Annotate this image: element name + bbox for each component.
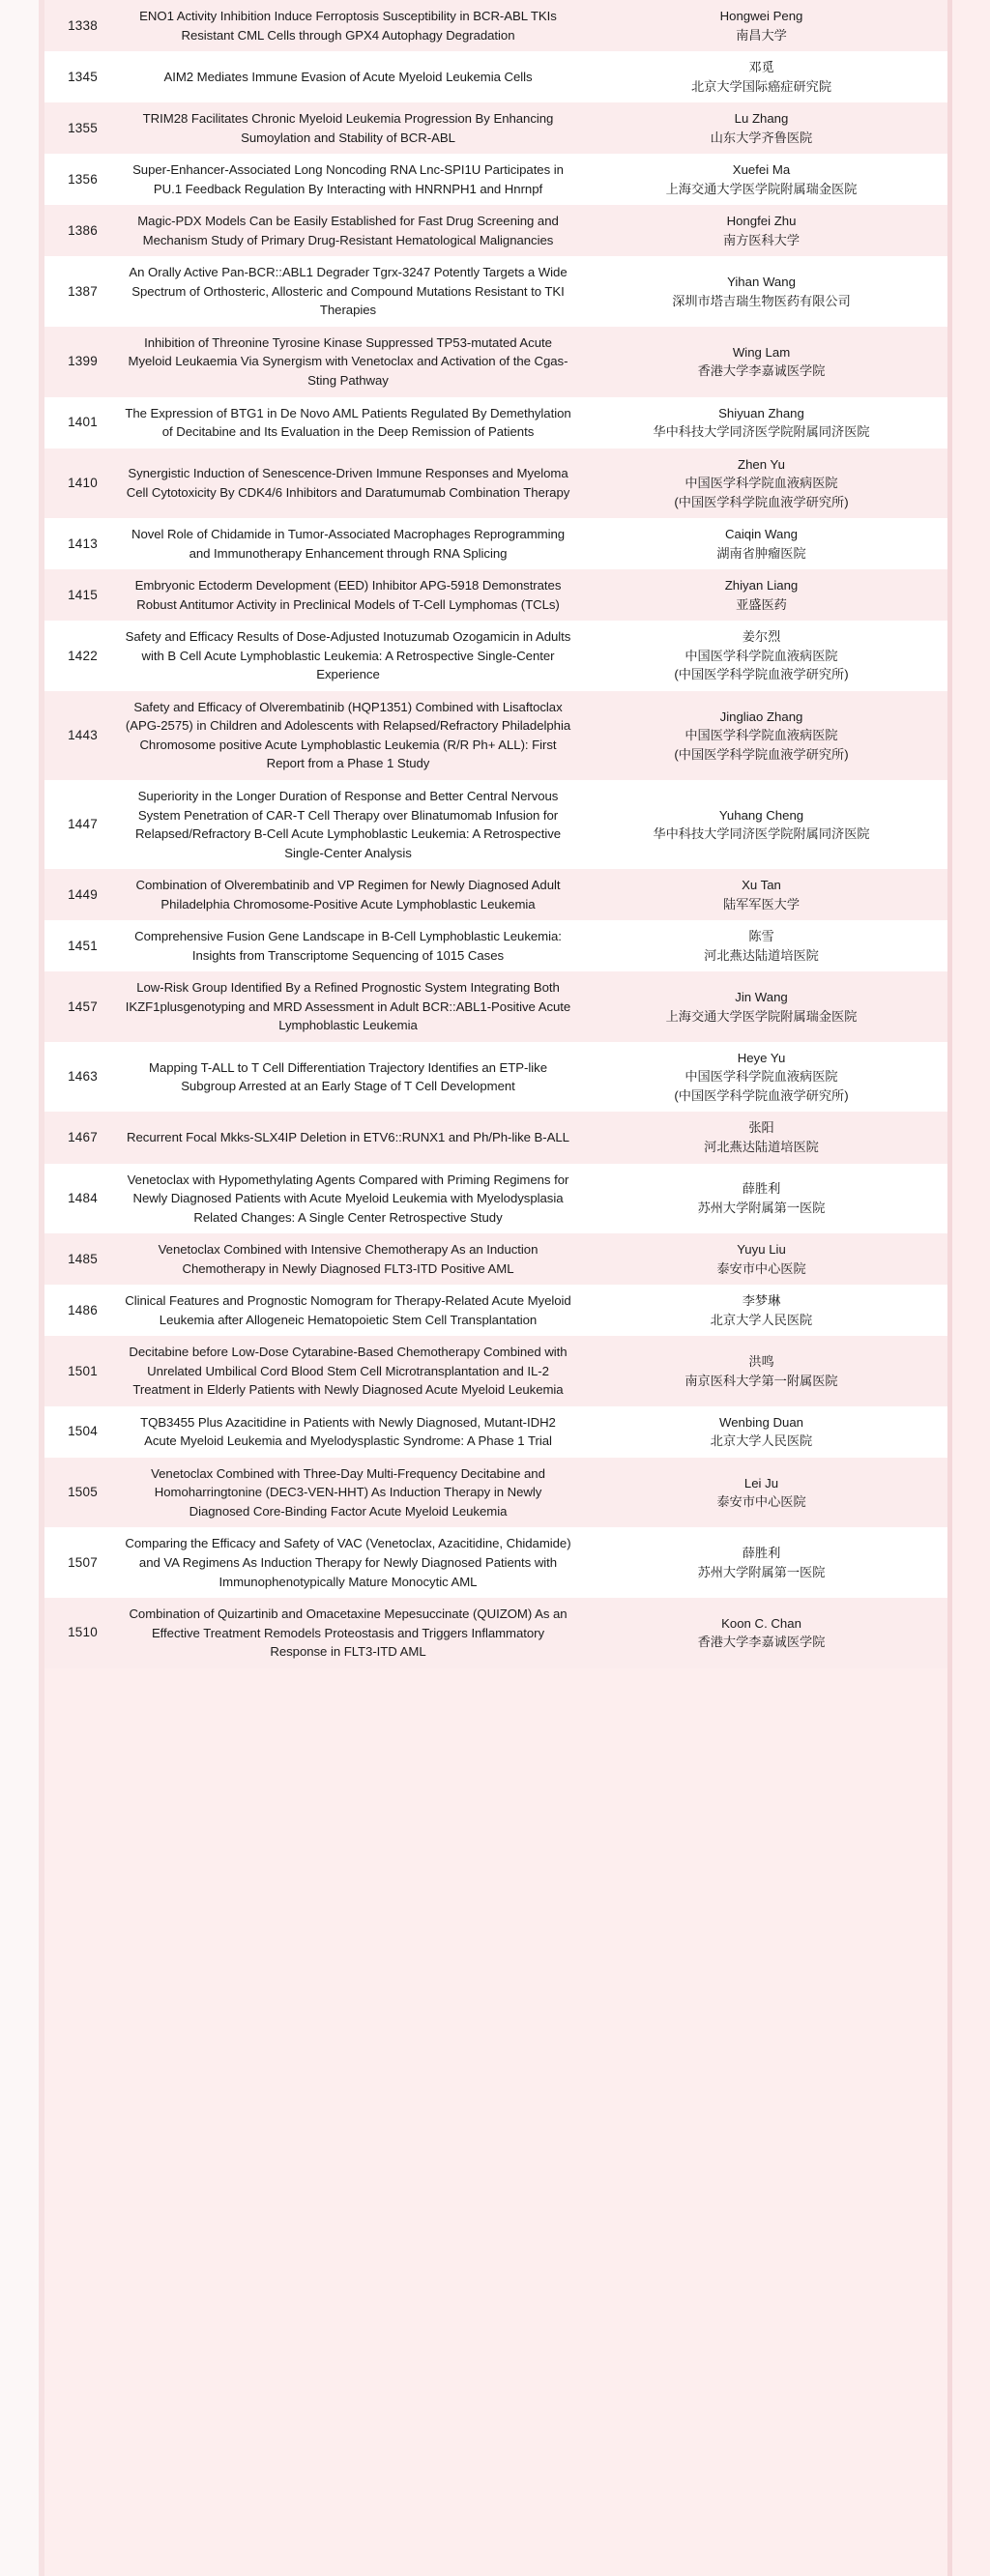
table-row bbox=[44, 920, 947, 971]
author-institution: 中国医学科学院血液病医院 bbox=[684, 648, 838, 663]
abstract-title: Superiority in the Longer Duration of Response and Better Central Nervous System Penetration of CAR-T Cell Therapy over Blinatumomab Infusion for Relapsed/Refractory B-Cell Acute Lymphoblastic Leukemia: A Retrospective Single-Center Analysis bbox=[121, 780, 575, 869]
abstract-id: 1504 bbox=[44, 1406, 121, 1458]
abstract-title: Clinical Features and Prognostic Nomogram for Therapy-Related Acute Myeloid Leukemia after Allogeneic Hematopoietic Stem Cell Transplantation bbox=[121, 1285, 575, 1336]
author-institution: 北京大学国际癌症研究院 bbox=[690, 78, 832, 94]
abstract-author-cell bbox=[575, 1285, 947, 1336]
abstract-id: 1422 bbox=[44, 621, 121, 691]
abstract-author-cell bbox=[575, 869, 947, 920]
abstract-id: 1410 bbox=[44, 449, 121, 519]
table-row bbox=[44, 102, 947, 154]
abstract-author-cell bbox=[575, 51, 947, 102]
author-name: Koon C. Chan bbox=[721, 1615, 801, 1631]
table-row bbox=[44, 1233, 947, 1285]
abstract-title: Venetoclax with Hypomethylating Agents Compared with Priming Regimens for Newly Diagnosed Patients with Acute Myeloid Leukemia with Myelodysplasia Related Changes: A Single Center Retrospective Study bbox=[121, 1164, 575, 1234]
table-row bbox=[44, 1112, 947, 1163]
table-row bbox=[44, 256, 947, 327]
table-row bbox=[44, 1406, 947, 1458]
table-row bbox=[44, 1458, 947, 1528]
abstract-title: Inhibition of Threonine Tyrosine Kinase Suppressed TP53-mutated Acute Myeloid Leukaemia Via Synergism with Venetoclax and Activation of the Cgas-Sting Pathway bbox=[121, 327, 575, 397]
abstract-title: Safety and Efficacy of Olverembatinib (HQP1351) Combined with Lisaftoclax (APG-2575) in Children and Adolescents with Relapsed/Refractory Philadelphia Chromosome positive Acute Lymphoblastic Leukemia (R/R Ph+ ALL): First Report from a Phase 1 Study bbox=[121, 691, 575, 780]
table-row bbox=[44, 1527, 947, 1598]
author-name: Yuhang Cheng bbox=[718, 807, 804, 823]
abstract-author-cell bbox=[575, 205, 947, 256]
abstract-title: Super-Enhancer-Associated Long Noncoding RNA Lnc-SPI1U Participates in PU.1 Feedback Regulation By Interacting with HNRNPH1 and Hnrnpf bbox=[121, 154, 575, 205]
author-name: 张阳 bbox=[748, 1120, 774, 1136]
abstract-title: TRIM28 Facilitates Chronic Myeloid Leukemia Progression By Enhancing Sumoylation and Stability of BCR-ABL bbox=[121, 102, 575, 154]
author-name: Wing Lam bbox=[732, 344, 791, 360]
abstract-id: 1457 bbox=[44, 971, 121, 1042]
table-row bbox=[44, 621, 947, 691]
abstract-author-cell bbox=[575, 621, 947, 691]
abstract-author-cell bbox=[575, 1527, 947, 1598]
abstract-title: The Expression of BTG1 in De Novo AML Patients Regulated By Demethylation of Decitabine and Its Evaluation in the Deep Remission of Patients bbox=[121, 397, 575, 449]
author-institution: 河北燕达陆道培医院 bbox=[704, 947, 819, 963]
abstract-author-cell bbox=[575, 1042, 947, 1113]
abstract-id: 1467 bbox=[44, 1112, 121, 1163]
abstract-id: 1413 bbox=[44, 518, 121, 569]
abstract-title: Mapping T-ALL to T Cell Differentiation Trajectory Identifies an ETP-like Subgroup Arrested at an Early Stage of T Cell Development bbox=[121, 1042, 575, 1113]
table-row bbox=[44, 205, 947, 256]
abstract-title: Low-Risk Group Identified By a Refined Prognostic System Integrating Both IKZF1plusgenotyping and MRD Assessment in Adult BCR::ABL1-Positive Acute Lymphoblastic Leukemia bbox=[121, 971, 575, 1042]
abstract-title: Venetoclax Combined with Intensive Chemotherapy As an Induction Chemotherapy in Newly Diagnosed FLT3-ITD Positive AML bbox=[121, 1233, 575, 1285]
table-row bbox=[44, 1042, 947, 1113]
abstract-title: Combination of Quizartinib and Omacetaxine Mepesuccinate (QUIZOM) As an Effective Treatment Remodels Proteostasis and Triggers Inflammatory Response in FLT3-ITD AML bbox=[121, 1598, 575, 1668]
author-institution: 南京医科大学第一附属医院 bbox=[684, 1373, 838, 1388]
abstract-author-cell bbox=[575, 691, 947, 780]
abstract-author-cell bbox=[575, 920, 947, 971]
abstracts-table bbox=[44, 0, 947, 1668]
table-row bbox=[44, 1164, 947, 1234]
abstract-id: 1345 bbox=[44, 51, 121, 102]
author-institution: 泰安市中心医院 bbox=[716, 1260, 806, 1276]
abstract-title: TQB3455 Plus Azacitidine in Patients with Newly Diagnosed, Mutant-IDH2 Acute Myeloid Leukemia and Myelodysplastic Syndrome: A Phase 1 Trial bbox=[121, 1406, 575, 1458]
table-row bbox=[44, 397, 947, 449]
abstract-title: Magic-PDX Models Can be Easily Established for Fast Drug Screening and Mechanism Study of Primary Drug-Resistant Hematological Malignancies bbox=[121, 205, 575, 256]
author-institution: 河北燕达陆道培医院 bbox=[704, 1139, 819, 1154]
abstract-id: 1501 bbox=[44, 1336, 121, 1406]
abstracts-table-container bbox=[44, 0, 947, 1668]
table-row bbox=[44, 51, 947, 102]
author-institution: 中国医学科学院血液病医院 bbox=[684, 1069, 838, 1085]
abstract-title: AIM2 Mediates Immune Evasion of Acute Myeloid Leukemia Cells bbox=[121, 51, 575, 102]
author-institution: 北京大学人民医院 bbox=[710, 1433, 813, 1449]
abstract-id: 1447 bbox=[44, 780, 121, 869]
abstract-id: 1507 bbox=[44, 1527, 121, 1598]
table-row bbox=[44, 327, 947, 397]
author-institution: 华中科技大学同济医学院附属同济医院 bbox=[653, 826, 870, 842]
author-name: 薛胜利 bbox=[742, 1546, 781, 1561]
abstract-title: Comparing the Efficacy and Safety of VAC (Venetoclax, Azacitidine, Chidamide) and VA Regimens As Induction Therapy for Newly Diagnosed Patients with Immunophenotypically Mature Monocytic AML bbox=[121, 1527, 575, 1598]
abstract-author-cell bbox=[575, 154, 947, 205]
abstract-author-cell bbox=[575, 449, 947, 519]
author-institution-secondary: (中国医学科学院血液学研究所) bbox=[674, 494, 849, 509]
author-name: Jin Wang bbox=[735, 990, 788, 1005]
author-name: Hongwei Peng bbox=[719, 9, 803, 23]
author-institution-secondary: (中国医学科学院血液学研究所) bbox=[674, 667, 849, 682]
author-institution: 华中科技大学同济医学院附属同济医院 bbox=[653, 424, 870, 440]
abstract-id: 1505 bbox=[44, 1458, 121, 1528]
abstract-id: 1443 bbox=[44, 691, 121, 780]
author-institution: 深圳市塔吉瑞生物医药有限公司 bbox=[672, 293, 851, 308]
author-institution: 苏州大学附属第一医院 bbox=[697, 1200, 826, 1215]
abstract-author-cell bbox=[575, 1164, 947, 1234]
table-row bbox=[44, 569, 947, 621]
abstract-author-cell bbox=[575, 971, 947, 1042]
abstract-id: 1485 bbox=[44, 1233, 121, 1285]
author-institution: 湖南省肿瘤医院 bbox=[716, 545, 806, 561]
author-institution-secondary: (中国医学科学院血液学研究所) bbox=[674, 746, 849, 762]
abstract-id: 1415 bbox=[44, 569, 121, 621]
author-name: 薛胜利 bbox=[742, 1181, 781, 1197]
author-institution: 南昌大学 bbox=[736, 27, 787, 43]
table-row bbox=[44, 518, 947, 569]
table-row bbox=[44, 971, 947, 1042]
abstract-id: 1387 bbox=[44, 256, 121, 327]
abstracts-table-body bbox=[44, 0, 947, 1668]
author-name: Yihan Wang bbox=[727, 275, 796, 290]
abstract-title: ENO1 Activity Inhibition Induce Ferroptosis Susceptibility in BCR-ABL TKIs Resistant CML Cells through GPX4 Autophagy Degradation bbox=[121, 0, 575, 51]
abstract-author-cell bbox=[575, 1458, 947, 1528]
abstract-author-cell bbox=[575, 1406, 947, 1458]
author-name: Yuyu Liu bbox=[737, 1242, 786, 1258]
abstract-id: 1356 bbox=[44, 154, 121, 205]
table-row bbox=[44, 869, 947, 920]
author-institution: 香港大学李嘉诚医学院 bbox=[697, 363, 826, 379]
abstract-id: 1355 bbox=[44, 102, 121, 154]
author-name: Jingliao Zhang bbox=[719, 709, 803, 724]
abstract-author-cell bbox=[575, 0, 947, 51]
abstract-title: Recurrent Focal Mkks-SLX4IP Deletion in ETV6::RUNX1 and Ph/Ph-like B-ALL bbox=[121, 1112, 575, 1163]
table-row bbox=[44, 1336, 947, 1406]
abstract-title: Safety and Efficacy Results of Dose-Adjusted Inotuzumab Ozogamicin in Adults with B Cell Acute Lymphoblastic Leukemia: A Retrospective Single-Center Experience bbox=[121, 621, 575, 691]
author-institution: 北京大学人民医院 bbox=[710, 1312, 813, 1327]
author-institution: 泰安市中心医院 bbox=[716, 1494, 806, 1510]
abstract-author-cell bbox=[575, 1336, 947, 1406]
author-name: 姜尔烈 bbox=[742, 629, 781, 645]
abstract-author-cell bbox=[575, 1233, 947, 1285]
author-name: Hongfei Zhu bbox=[726, 214, 797, 229]
author-institution: 上海交通大学医学院附属瑞金医院 bbox=[665, 181, 858, 196]
author-name: 陈雪 bbox=[748, 929, 774, 944]
author-name: Xu Tan bbox=[742, 878, 781, 893]
abstract-author-cell bbox=[575, 1598, 947, 1668]
abstract-title: Embryonic Ectoderm Development (EED) Inhibitor APG-5918 Demonstrates Robust Antitumor Activity in Preclinical Models of T-Cell Lymphomas (TCLs) bbox=[121, 569, 575, 621]
author-name: Wenbing Duan bbox=[719, 1414, 803, 1430]
author-institution: 山东大学齐鲁医院 bbox=[710, 130, 813, 145]
author-name: Xuefei Ma bbox=[732, 162, 791, 178]
abstract-id: 1486 bbox=[44, 1285, 121, 1336]
abstract-author-cell bbox=[575, 569, 947, 621]
author-name: 邓觅 bbox=[748, 60, 774, 75]
table-row bbox=[44, 780, 947, 869]
abstract-title: Decitabine before Low-Dose Cytarabine-Based Chemotherapy Combined with Unrelated Umbilical Cord Blood Stem Cell Microtransplantation and IL-2 Treatment in Elderly Patients with Newly Diagnosed Acute Myeloid Leukemia bbox=[121, 1336, 575, 1406]
author-institution: 南方医科大学 bbox=[722, 232, 801, 247]
author-institution: 苏州大学附属第一医院 bbox=[697, 1564, 826, 1579]
abstract-author-cell bbox=[575, 102, 947, 154]
table-row bbox=[44, 691, 947, 780]
abstract-title: An Orally Active Pan-BCR::ABL1 Degrader Tgrx-3247 Potently Targets a Wide Spectrum of Orthosteric, Allosteric and Compound Mutations Resistant to TKI Therapies bbox=[121, 256, 575, 327]
table-row bbox=[44, 0, 947, 51]
abstract-id: 1449 bbox=[44, 869, 121, 920]
author-name: Zhen Yu bbox=[738, 456, 785, 472]
abstract-author-cell bbox=[575, 256, 947, 327]
author-name: Caiqin Wang bbox=[724, 527, 798, 542]
abstract-author-cell bbox=[575, 327, 947, 397]
author-name: Shiyuan Zhang bbox=[718, 405, 804, 420]
author-institution: 上海交通大学医学院附属瑞金医院 bbox=[665, 1008, 858, 1024]
abstract-id: 1463 bbox=[44, 1042, 121, 1113]
table-row bbox=[44, 154, 947, 205]
abstract-id: 1386 bbox=[44, 205, 121, 256]
abstract-id: 1399 bbox=[44, 327, 121, 397]
abstract-author-cell bbox=[575, 780, 947, 869]
author-institution: 香港大学李嘉诚医学院 bbox=[697, 1635, 826, 1650]
author-name: 李梦琳 bbox=[742, 1293, 781, 1309]
author-name: Heye Yu bbox=[737, 1050, 786, 1065]
table-row bbox=[44, 1285, 947, 1336]
author-name: Lei Ju bbox=[743, 1475, 779, 1491]
author-name: Zhiyan Liang bbox=[724, 578, 799, 593]
author-institution: 亚盛医药 bbox=[736, 596, 787, 612]
abstract-id: 1484 bbox=[44, 1164, 121, 1234]
abstract-title: Combination of Olverembatinib and VP Regimen for Newly Diagnosed Adult Philadelphia Chromosome-Positive Acute Lymphoblastic Leukemia bbox=[121, 869, 575, 920]
abstract-author-cell bbox=[575, 1112, 947, 1163]
author-institution-secondary: (中国医学科学院血液学研究所) bbox=[674, 1087, 849, 1103]
table-row bbox=[44, 449, 947, 519]
author-institution: 中国医学科学院血液病医院 bbox=[684, 728, 838, 743]
abstract-id: 1338 bbox=[44, 0, 121, 51]
right-table-edge bbox=[947, 0, 952, 2576]
abstract-title: Venetoclax Combined with Three-Day Multi-Frequency Decitabine and Homoharringtonine (DEC3-VEN-HHT) As Induction Therapy in Newly Diagnosed Core-Binding Factor Acute Myeloid Leukemia bbox=[121, 1458, 575, 1528]
abstract-id: 1401 bbox=[44, 397, 121, 449]
author-institution: 中国医学科学院血液病医院 bbox=[684, 476, 838, 491]
table-row bbox=[44, 1598, 947, 1668]
author-name: 洪鸣 bbox=[748, 1353, 774, 1369]
author-name: Lu Zhang bbox=[734, 111, 789, 127]
abstract-title: Novel Role of Chidamide in Tumor-Associated Macrophages Reprogramming and Immunotherapy Enhancement through RNA Splicing bbox=[121, 518, 575, 569]
abstract-title: Synergistic Induction of Senescence-Driven Immune Responses and Myeloma Cell Cytotoxicity By CDK4/6 Inhibitors and Daratumumab Combination Therapy bbox=[121, 449, 575, 519]
abstract-id: 1510 bbox=[44, 1598, 121, 1668]
abstract-author-cell bbox=[575, 397, 947, 449]
abstract-title: Comprehensive Fusion Gene Landscape in B-Cell Lymphoblastic Leukemia: Insights from Transcriptome Sequencing of 1015 Cases bbox=[121, 920, 575, 971]
left-gutter bbox=[0, 0, 39, 2576]
abstract-author-cell bbox=[575, 518, 947, 569]
author-institution: 陆军军医大学 bbox=[722, 896, 801, 912]
abstract-id: 1451 bbox=[44, 920, 121, 971]
